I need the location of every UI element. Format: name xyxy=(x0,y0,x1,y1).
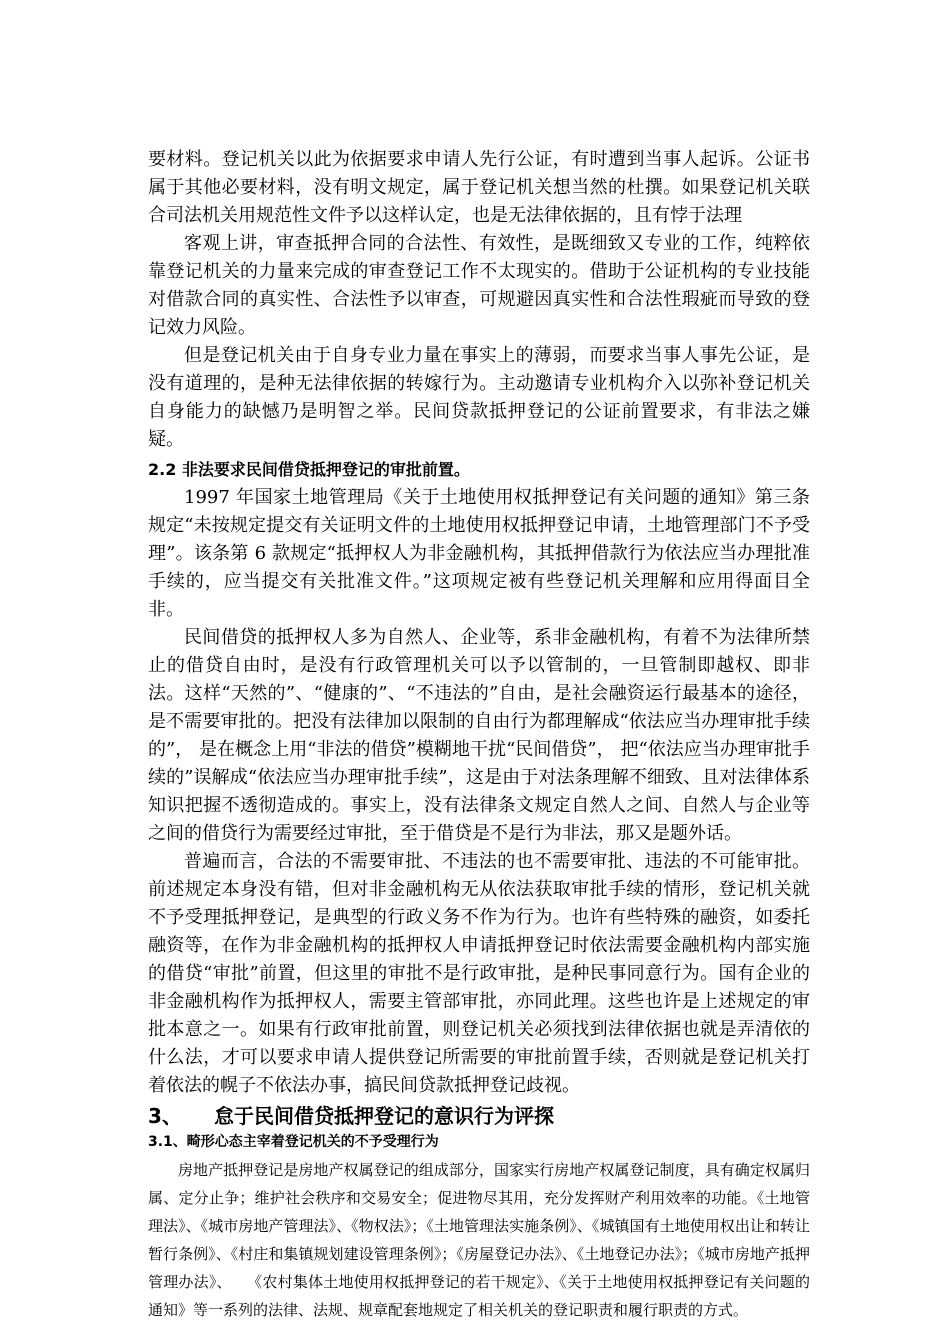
section-heading-3 xyxy=(148,1102,810,1130)
paragraph-approval-analysis: 普遍而言，合法的不需要审批、不违法的也不需要审批、违法的不可能审批。前述规定本身没有错，但对非金融机构无从依法获取审批手续的情形，登记机关就不予受理抵押登记，是典型的行政义务不作为行为。也许有些特殊的融资，如委托融资等，在作为非金融机构的抵押权人申请抵押登记时依法需要金融机构内部实施的借贷“审批”前置，但这里的审批不是行政审批，是种民事同意行为。国有企业的非金融机构作为抵押权人，需要主管部审批，亦同此理。这些也许是上述规定的审批本意之一。如果有行政审批前置，则登记机关必须找到法律依据也就是弄清依的什么法，才可以要求申请人提供登记所需要的审批前置手续，否则就是登记机关打着依法的幌子不依法办事，搞民间贷款抵押登记歧视。 xyxy=(148,851,810,1096)
section-heading-3-1: 3.1、畸形心态主宰着登记机关的不予受理行为 xyxy=(148,1134,439,1150)
document-body xyxy=(148,146,810,1324)
paragraph-public-notary-material: 要材料。登记机关以此为依据要求申请人先行公证，有时遭到当事人起诉。公证书属于其他必要材料，没有明文规定，属于登记机关想当然的杜撰。如果登记机关联合司法机关用规范性文件予以这样认定，也是无法律依据的，且有悖于法理 xyxy=(148,149,810,226)
paragraph-1997-notice: 1997 年国家土地管理局《关于土地使用权抵押登记有关问题的通知》第三条规定“未按规定提交有关证明文件的土地使用权抵押登记申请，土地管理部门不予受理”。该条第 6 款规定“抵押权人为非金融机构，其抵押借款行为依法应当办理批准手续的，应当提交有关批准文件。”这项规定被有些登记机关理解和应用得面目全非。 xyxy=(148,487,810,620)
section-title: 怠于民间借贷抵押登记的意识行为评探 xyxy=(214,1104,554,1128)
paragraph-real-estate-registration: 房地产抵押登记是房地产权属登记的组成部分，国家实行房地产权属登记制度，具有确定权属归属、定分止争；维护社会秩序和交易安全；促进物尽其用，充分发挥财产利用效率的功能。《土地管理法》、《城市房地产管理法》、《物权法》；《土地管理法实施条例》、《城镇国有土地使用权出让和转让暂行条例》、《村庄和集镇规划建设管理条例》；《房屋登记办法》、《土地登记办法》；《城市房地产抵押管理办法》、 《农村集体土地使用权抵押登记的若干规定》、《关于土地使用权抵押登记有关问题的通知》等一系列的法律、法规、规章配套地规定了相关机关的登记职责和履行职责的方式。 xyxy=(148,1161,810,1319)
paragraph-private-lending: 民间借贷的抵押权人多为自然人、企业等，系非金融机构，有着不为法律所禁止的借贷自由时，是没有行政管理机关可以予以管制的，一旦管制即越权、即非法。这样“天然的”、“健康的”、“不违法的”自由，是社会融资运行最基本的途径，是不需要审批的。把没有法律加以限制的自由行为都理解成“依法应当办理审批手续的”， 是在概念上用“非法的借贷”模糊地干扰“民间借贷”， 把“依法应当办理审批手续的”误解成“依法应当办理审批手续”，这是由于对法条理解不细致、且对法律体系知识把握不透彻造成的。事实上，没有法律条文规定自然人之间、自然人与企业等之间的借贷行为需要经过审批，至于借贷是不是行为非法，那又是题外话。 xyxy=(148,627,810,844)
paragraph-objective-review: 客观上讲，审查抵押合同的合法性、有效性，是既细致又专业的工作，纯粹依靠登记机关的力量来完成的审查登记工作不太现实的。借助于公证机构的专业技能对借款合同的真实性、合法性予以审查，可规避因真实性和合法性瑕疵而导致的登记效力风险。 xyxy=(148,233,810,338)
section-number: 3、 xyxy=(148,1104,182,1128)
paragraph-notary-prerequisite: 但是登记机关由于自身专业力量在事实上的薄弱，而要求当事人事先公证，是没有道理的，是种无法律依据的转嫁行为。主动邀请专业机构介入以弥补登记机关自身能力的缺憾乃是明智之举。民间贷款抵押登记的公证前置要求，有非法之嫌疑。 xyxy=(148,345,810,450)
section-heading-2-2: 2.2 非法要求民间借贷抵押登记的审批前置。 xyxy=(148,460,470,479)
